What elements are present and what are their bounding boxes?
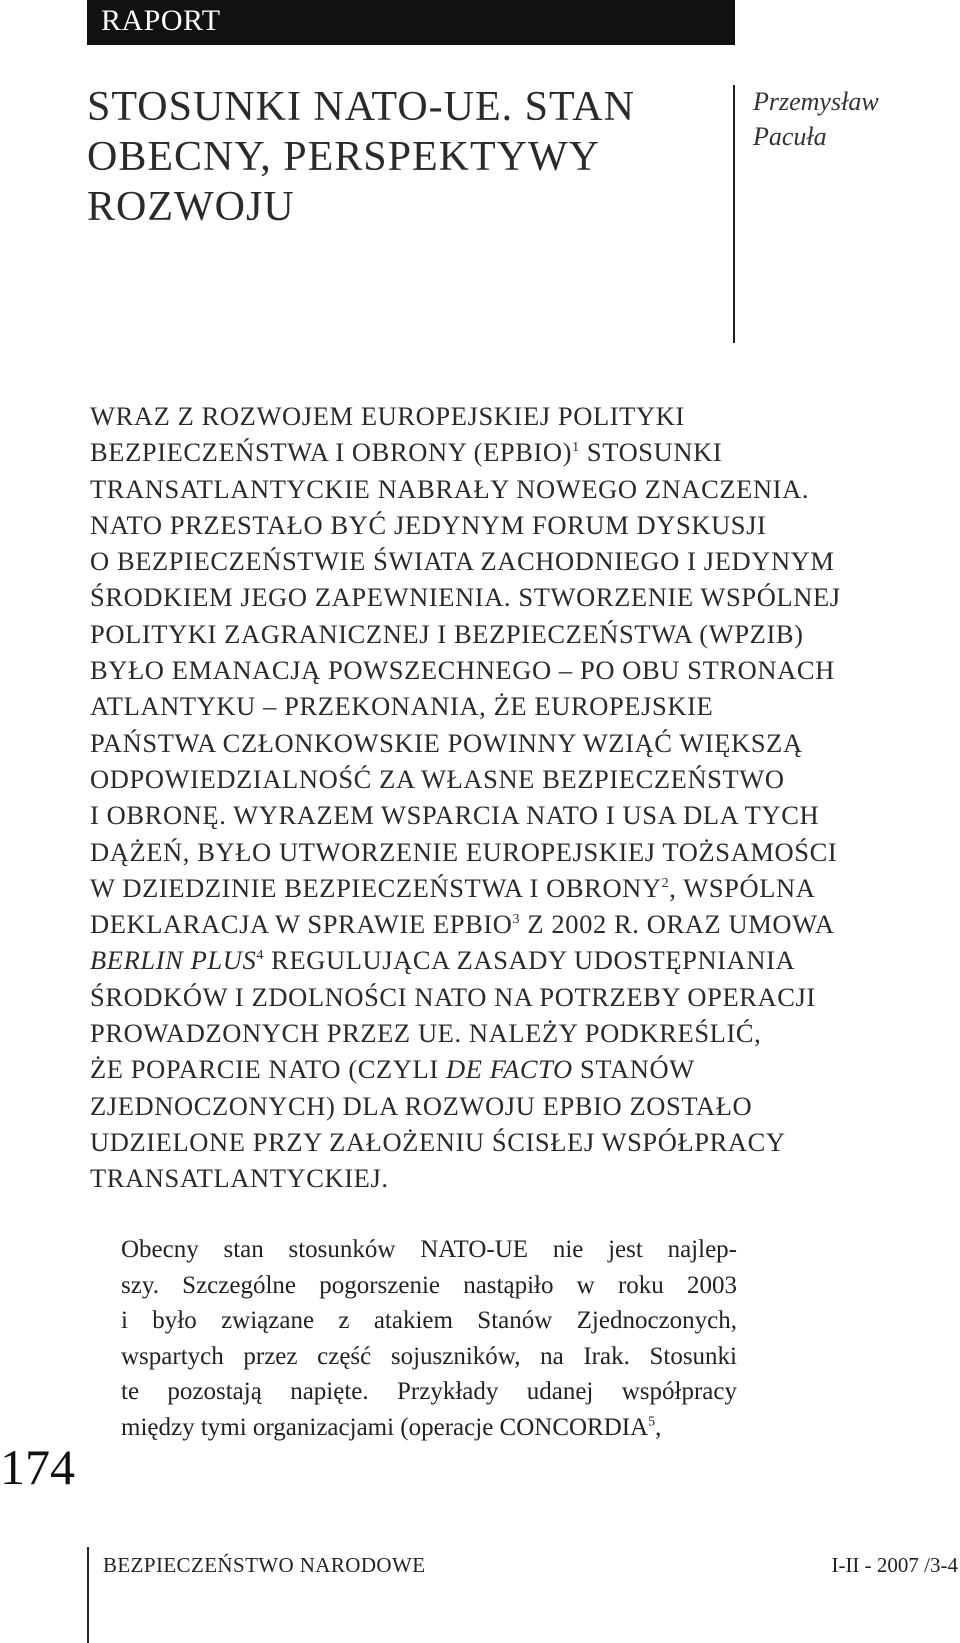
lead-line: POLITYKI ZAGRANICZNEJ I BEZPIECZEŃSTWA (WPZIB) xyxy=(90,618,804,649)
lead-line: PAŃSTWA CZŁONKOWSKIE POWINNY WZIĄĆ WIĘKSZĄ xyxy=(90,727,803,758)
lead-line: TRANSATLANTYCKIEJ. xyxy=(90,1163,389,1194)
lead-text: ŻE POPARCIE NATO (CZYLI xyxy=(90,1054,446,1085)
lead-text: DEKLARACJA W SPRAWIE EPBIO xyxy=(90,909,513,940)
page-number: 174 xyxy=(0,1439,75,1495)
lead-line: WRAZ Z ROZWOJEM EUROPEJSKIEJ POLITYKI xyxy=(90,401,685,431)
body-line: szy. Szczególne pogorszenie nastąpiło w roku 2003 xyxy=(121,1271,737,1299)
lead-line: NATO PRZESTAŁO BYĆ JEDYNYM FORUM DYSKUSJI xyxy=(90,509,767,540)
body-text: między tymi organizacjami (operacje CONCORDIA xyxy=(121,1413,649,1441)
lead-line: ZJEDNOCZONYCH) DLA ROZWOJU EPBIO ZOSTAŁO xyxy=(90,1090,753,1121)
author-last-name: Pacuła xyxy=(753,122,827,151)
body-paragraph xyxy=(121,1232,737,1445)
title-line: ROZWOJU xyxy=(87,184,295,230)
lead-italic-text: BERLIN PLUS xyxy=(90,945,257,976)
author-first-name: Przemysław xyxy=(753,87,879,116)
lead-line: ATLANTYKU – PRZEKONANIA, ŻE EUROPEJSKIE xyxy=(90,691,714,722)
lead-line: TRANSATLANTYCKIE NABRAŁY NOWEGO ZNACZENIA. xyxy=(90,473,810,504)
footer-divider xyxy=(87,1547,89,1643)
lead-line: PROWADZONYCH PRZEZ UE. NALEŻY PODKREŚLIĆ, xyxy=(90,1018,762,1049)
author-name xyxy=(753,84,879,154)
lead-text: STOSUNKI xyxy=(579,437,723,468)
lead-text: W DZIEDZINIE BEZPIECZEŃSTWA I OBRONY xyxy=(90,872,662,903)
lead-line xyxy=(90,942,950,978)
lead-line xyxy=(90,1051,950,1087)
lead-line xyxy=(90,870,950,906)
lead-text: STANÓW xyxy=(572,1054,695,1085)
footnote-ref-5: 5 xyxy=(648,1414,656,1430)
lead-line: BYŁO EMANACJĄ POWSZECHNEGO – PO OBU STRONACH xyxy=(90,655,835,686)
body-line: i było związane z atakiem Stanów Zjednoczonych, xyxy=(121,1307,737,1334)
body-text: , xyxy=(655,1413,662,1441)
section-header-bar xyxy=(87,0,735,45)
lead-line xyxy=(90,434,950,470)
body-line xyxy=(121,1410,737,1446)
footnote-ref-2: 2 xyxy=(661,876,670,892)
footnote-ref-1: 1 xyxy=(572,440,580,456)
lead-line: ŚRODKÓW I ZDOLNOŚCI NATO NA POTRZEBY OPERACJI xyxy=(90,981,816,1012)
article-title xyxy=(87,82,687,232)
title-divider xyxy=(733,85,735,343)
lead-line: ŚRODKIEM JEGO ZAPEWNIENIA. STWORZENIE WSPÓLNEJ xyxy=(90,582,841,613)
lead-italic-text: DE FACTO xyxy=(445,1054,573,1085)
lead-paragraph xyxy=(90,398,950,1197)
lead-line: DĄŻEŃ, BYŁO UTWORZENIE EUROPEJSKIEJ TOŻSAMOŚCI xyxy=(90,836,838,867)
body-line: Obecny stan stosunków NATO-UE nie jest najlep- xyxy=(121,1236,737,1263)
lead-line: ODPOWIEDZIALNOŚĆ ZA WŁASNE BEZPIECZEŃSTWO xyxy=(90,763,785,794)
title-line: OBECNY, PERSPEKTYWY xyxy=(87,134,600,180)
lead-line: I OBRONĘ. WYRAZEM WSPARCIA NATO I USA DLA TYCH xyxy=(90,800,820,831)
lead-line: UDZIELONE PRZY ZAŁOŻENIU ŚCISŁEJ WSPÓŁPRACY xyxy=(90,1126,786,1157)
lead-text: Z 2002 R. ORAZ UMOWA xyxy=(520,909,835,940)
lead-text: BEZPIECZEŃSTWA I OBRONY (EPBIO) xyxy=(90,437,573,468)
lead-text: REGULUJĄCA ZASADY UDOSTĘPNIANIA xyxy=(263,945,796,976)
journal-name: BEZPIECZEŃSTWO NARODOWE xyxy=(103,1553,426,1577)
section-label: RAPORT xyxy=(101,4,221,37)
body-line: te pozostają napięte. Przykłady udanej współpracy xyxy=(121,1378,737,1405)
title-line: STOSUNKI NATO-UE. STAN xyxy=(87,84,635,130)
lead-text: , WSPÓLNA xyxy=(669,872,816,903)
footnote-ref-3: 3 xyxy=(512,912,521,928)
lead-line xyxy=(90,906,950,942)
issue-number: I-II - 2007 /3-4 xyxy=(831,1553,958,1577)
body-line: wspartych przez część sojuszników, na Irak. Stosunki xyxy=(121,1342,737,1370)
lead-line: O BEZPIECZEŃSTWIE ŚWIATA ZACHODNIEGO I JEDYNYM xyxy=(90,546,835,577)
footnote-ref-4: 4 xyxy=(256,948,264,964)
